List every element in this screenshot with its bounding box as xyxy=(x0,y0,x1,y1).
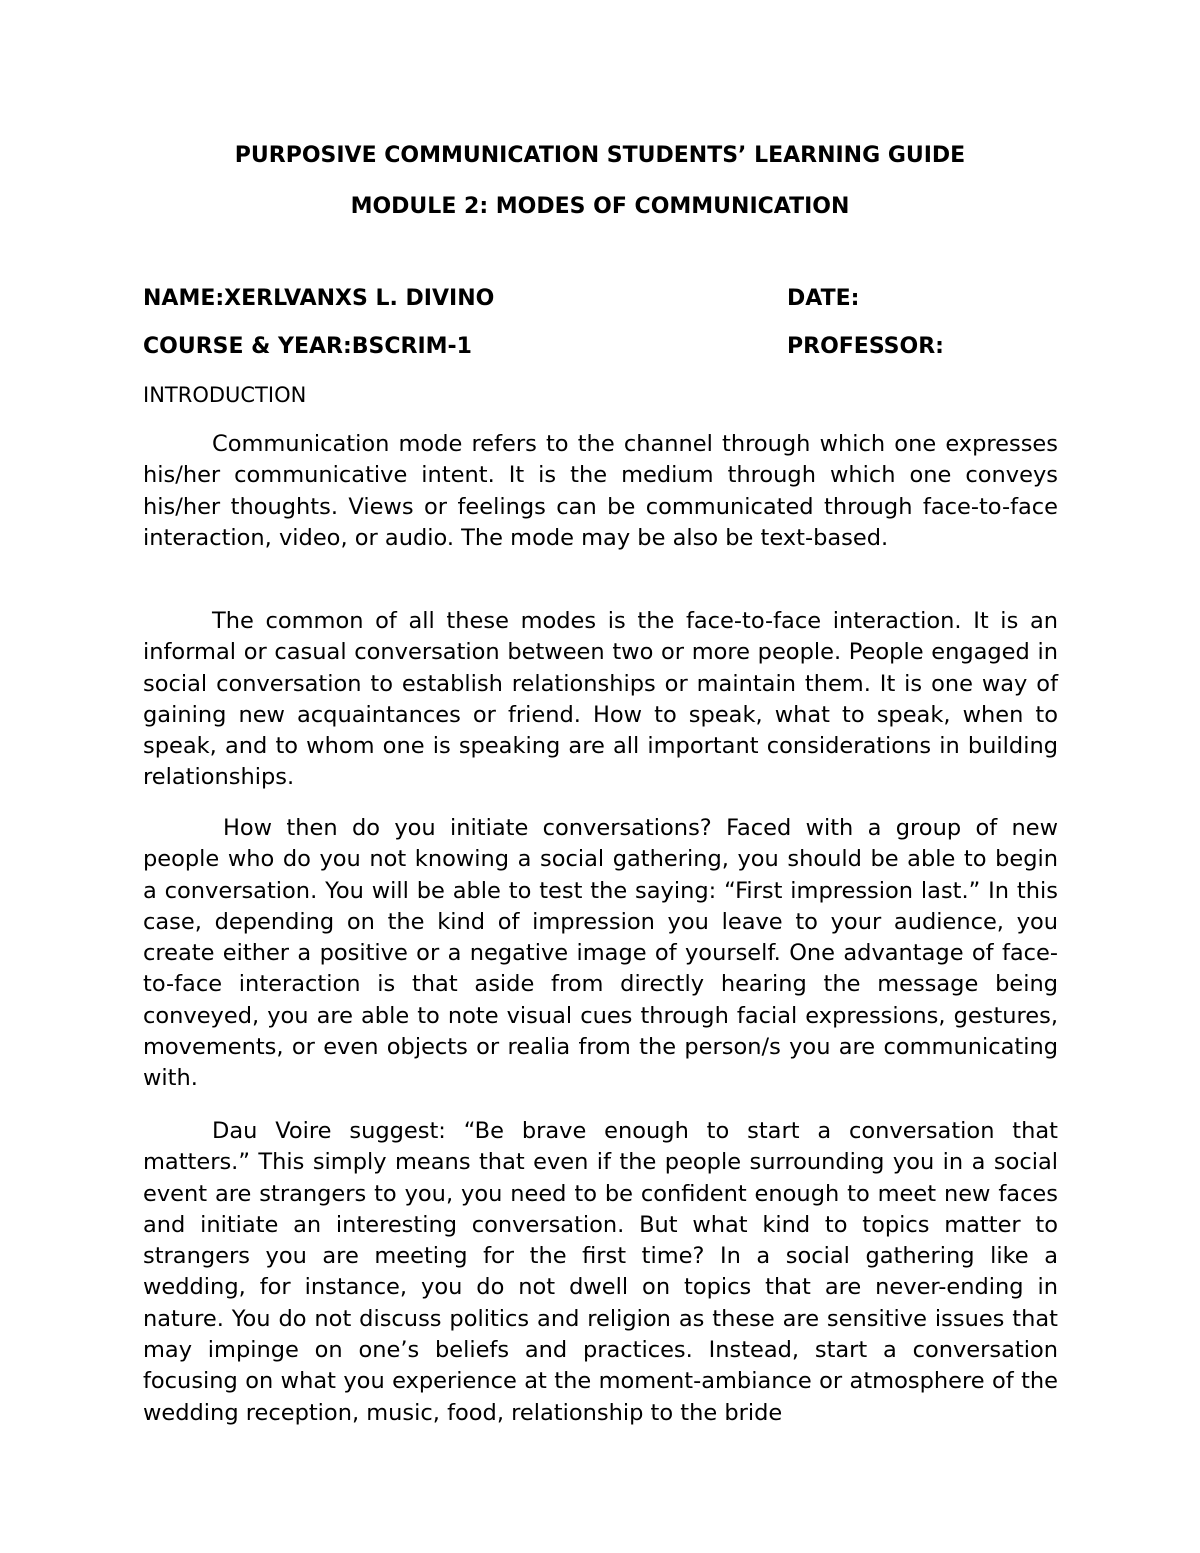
course-year-field: COURSE & YEAR:BSCRIM-1 xyxy=(143,334,472,359)
date-field: DATE: xyxy=(787,286,860,311)
paragraph-4: Dau Voire suggest: “Be brave enough to start a conversation that matters.” This simply means that even if the people surrounding you in a social event are strangers to you, you need to be confident enough to meet new faces and initiate an interesting conversation. But what kind to topics matter to strangers you are meeting for the first time? In a social gathering like a wedding, for instance, you do not dwell on topics that are never-ending in nature. You do not discuss politics and religion as these are sensitive issues that may impinge on one’s beliefs and practices. Instead, start a conversation focusing on what you experience at the moment-ambiance or atmosphere of the wedding reception, music, food, relationship to the bride xyxy=(143,1118,1058,1426)
document-title: PURPOSIVE COMMUNICATION STUDENTS’ LEARNING GUIDE xyxy=(234,143,966,168)
module-title: MODULE 2: MODES OF COMMUNICATION xyxy=(350,194,850,219)
paragraph-2: The common of all these modes is the face-to-face interaction. It is an informal or casual conversation between two or more people. People engaged in social conversation to establish relationships or maintain them. It is one way of gaining new acquaintances or friend. How to speak, what to speak, when to speak, and to whom one is speaking are all important considerations in building relationships. xyxy=(143,608,1058,791)
paragraph-1: Communication mode refers to the channel through which one expresses his/her communicative intent. It is the medium through which one conveys his/her thoughts. Views or feelings can be communicated through face-to-face interaction, video, or audio. The mode may be also be text-based. xyxy=(143,431,1058,551)
paragraph-3: How then do you initiate conversations? Faced with a group of new people who do you not knowing a social gathering, you should be able to begin a conversation. You will be able to test the saying: “First impression last.” In this case, depending on the kind of impression you leave to your audience, you create either a positive or a negative image of yourself. One advantage of face-to-face interaction is that aside from directly hearing the message being conveyed, you are able to note visual cues through facial expressions, gestures, movements, or even objects or realia from the person/s you are communicating with. xyxy=(143,815,1058,1092)
name-field: NAME:XERLVANXS L. DIVINO xyxy=(143,286,495,311)
professor-field: PROFESSOR: xyxy=(787,334,944,359)
section-heading: INTRODUCTION xyxy=(143,383,307,407)
